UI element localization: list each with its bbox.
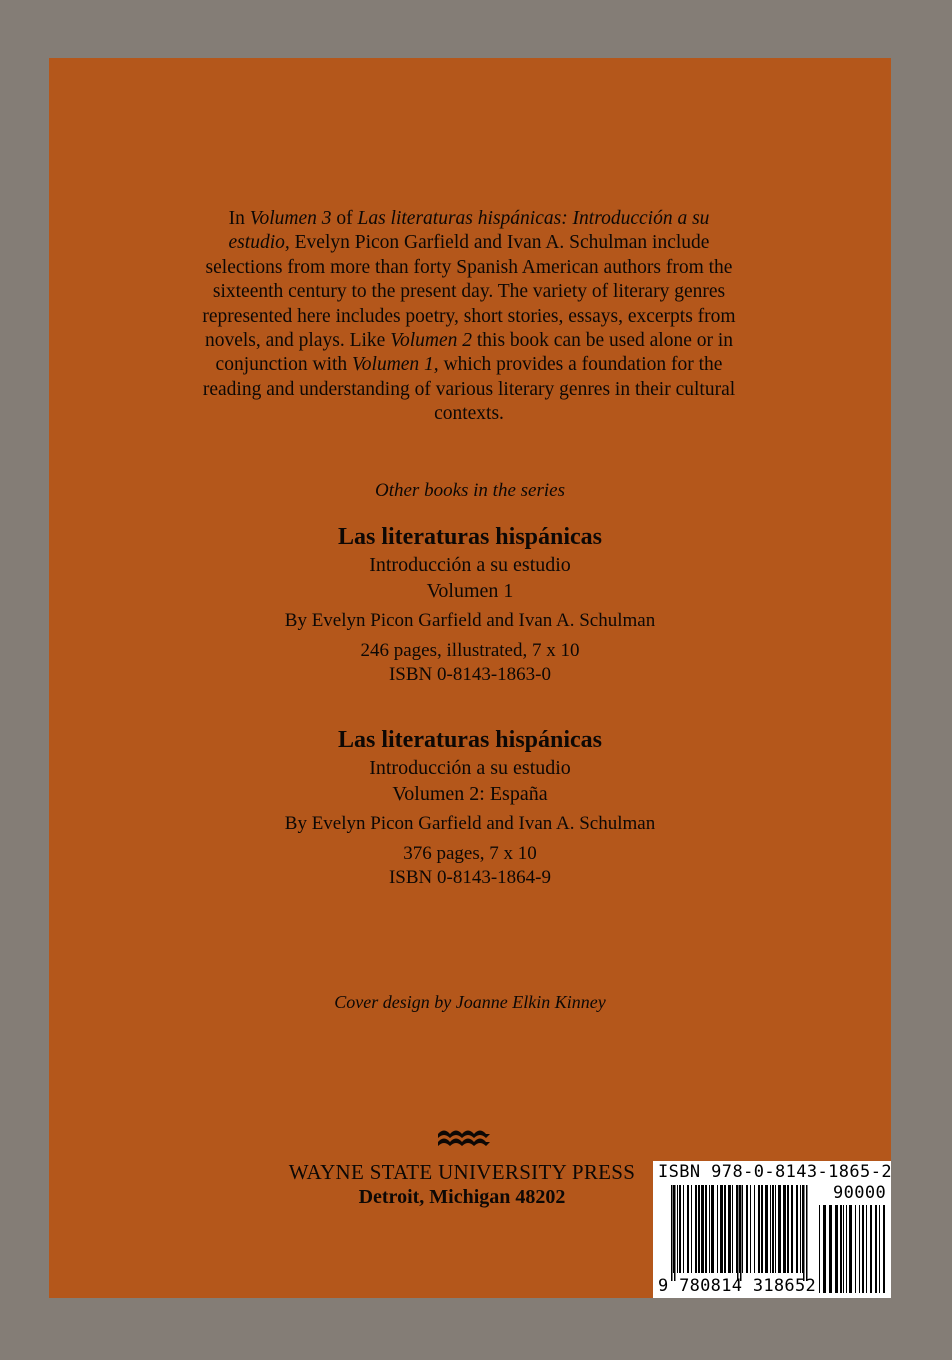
cover-design-credit: Cover design by Joanne Elkin Kinney <box>334 992 606 1012</box>
book-entry-1 <box>49 522 891 687</box>
book-subtitle: Introducción a su estudio <box>369 554 571 576</box>
barcode <box>653 1161 891 1298</box>
description-blurb <box>199 207 739 427</box>
blurb-text: Evelyn Picon Garfield and Ivan A. Schulman include selections from more than forty Spanish American authors from the sixteenth century to the present day. The variety of literary genres represented here includes poetry, short stories, essays, excerpts from novels, and plays. Like <box>202 232 736 352</box>
book-isbn: ISBN 0-8143-1864-9 <box>388 867 552 888</box>
blurb-italic-volume2: Volumen 2 <box>390 330 472 352</box>
blurb-italic-volume1: Volumen 1, <box>352 354 439 376</box>
publisher-name: WAYNE STATE UNIVERSITY PRESS <box>288 1160 636 1184</box>
book-pages: 376 pages, 7 x 10 <box>403 843 537 864</box>
blurb-text: which provides a foundation for the reading and understanding of various literary genres in their cultural contexts. <box>202 354 736 425</box>
blurb-italic-series-title: Las literaturas hispánicas: Introducción a su estudio, <box>228 208 710 254</box>
blurb-italic-volume3: Volumen 3 <box>249 208 332 229</box>
book-authors: By Evelyn Picon Garfield and Ivan A. Schulman <box>284 813 656 834</box>
barcode-isbn-label: ISBN 978-0-8143-1865-2 <box>658 1162 892 1182</box>
publisher-location: Detroit, Michigan 48202 <box>358 1186 566 1208</box>
book-volume: Volumen 1 <box>426 580 514 602</box>
blurb-text: In <box>228 208 250 229</box>
other-books-label: Other books in the series <box>375 480 565 501</box>
barcode-addon: 90000 <box>833 1183 887 1203</box>
book-isbn: ISBN 0-8143-1863-0 <box>388 664 552 685</box>
book-authors: By Evelyn Picon Garfield and Ivan A. Schulman <box>284 610 656 631</box>
barcode-digits: 9 780814 318652 <box>658 1276 817 1296</box>
blurb-text: of <box>331 208 358 229</box>
book-entry-2 <box>49 725 891 890</box>
book-subtitle: Introducción a su estudio <box>369 757 571 779</box>
book-volume: Volumen 2: España <box>392 783 548 805</box>
book-title: Las literaturas hispánicas <box>337 524 603 550</box>
blurb-text: this book can be used alone or in conjunction with <box>215 330 734 376</box>
back-cover <box>49 58 891 1298</box>
book-pages: 246 pages, illustrated, 7 x 10 <box>360 640 580 661</box>
book-title: Las literaturas hispánicas <box>337 727 603 753</box>
wave-logo-icon <box>436 1126 492 1150</box>
